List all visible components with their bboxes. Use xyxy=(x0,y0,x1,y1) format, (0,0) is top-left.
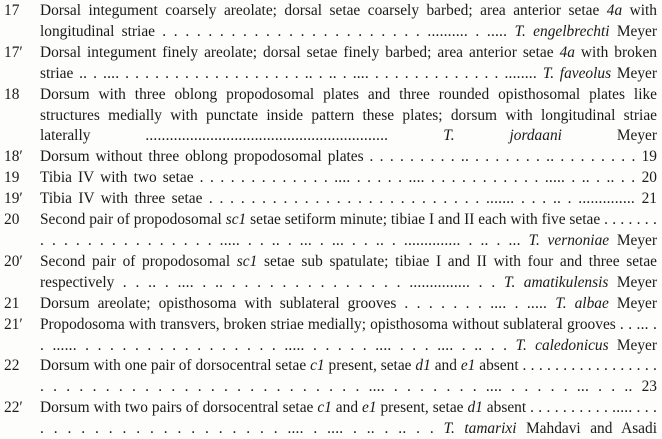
morphology-term: e1 xyxy=(460,357,476,375)
text-segment: with longitudinal striae xyxy=(40,2,657,40)
leader-dots: . . . . . . . . . . . . . . . . . . . . . . ..... . . .. . ... . ... . . .. . .............. . .. . ... xyxy=(40,211,657,249)
text-segment: Second pair of propodosomal xyxy=(40,252,237,270)
entry-text xyxy=(40,356,657,398)
author-citation: Meyer xyxy=(608,273,657,291)
author-citation: Meyer xyxy=(609,22,657,40)
couplet-reference: 23 xyxy=(641,378,657,396)
species-name: T. caledonicus xyxy=(515,336,609,354)
text-segment: Dorsum without three oblong propodosomal plates xyxy=(40,148,370,166)
couplet-reference: 19 xyxy=(641,148,657,166)
leader-dots: . . . . . . . . . . . . . . . . . . . . . . . . . . . . . . . . . . . . . . . . . . .... . . . . . . . .... . . . . . ... . . .. xyxy=(40,357,658,396)
key-entry xyxy=(4,168,657,189)
entry-text xyxy=(40,210,657,252)
leader-dots: . . . . . . . . . . . . . . . . . . . . . . . .......... . ..... xyxy=(162,22,515,40)
text-segment: Dorsal integument coarsely areolate; dorsal setae coarsely barbed; area anterior setae xyxy=(40,2,607,19)
author-citation: Meyer xyxy=(561,127,657,145)
key-list xyxy=(4,1,657,439)
species-name: T. albae xyxy=(555,294,609,312)
text-segment: setae setiform minute; tibiae I and II each with five setae xyxy=(246,211,605,229)
entry-text xyxy=(40,147,657,168)
entry-text xyxy=(40,398,657,439)
key-entry xyxy=(4,210,657,252)
key-entry xyxy=(4,252,657,294)
entry-text xyxy=(40,315,657,357)
morphology-term: 4a xyxy=(606,2,623,19)
entry-number: 18′ xyxy=(4,148,23,166)
morphology-term: sc1 xyxy=(225,211,247,229)
key-entry xyxy=(4,356,657,398)
text-segment: and xyxy=(430,357,461,375)
morphology-term: c1 xyxy=(310,357,325,375)
text-segment: Tibia IV with two setae xyxy=(40,169,200,187)
entry-text xyxy=(40,43,657,85)
leader-dots: . . . . . . . .... . ..... xyxy=(404,294,556,312)
entry-text xyxy=(40,294,657,315)
species-name: T. engelbrechti xyxy=(514,22,610,40)
key-entry xyxy=(4,189,657,210)
morphology-term: d1 xyxy=(467,399,483,417)
leader-dots: .. . .... . . . . . . . . . . . . . . . . . . .. . .. . .... . . . . . . . . . . . . . ........ xyxy=(79,64,543,82)
species-name: T. faveolus xyxy=(542,64,612,82)
morphology-term: e1 xyxy=(361,399,377,417)
text-segment: and xyxy=(331,399,362,417)
leader-dots: . . . . . . . . . .. . . . . . . . .. . . . . . . . . xyxy=(369,148,642,166)
key-entry xyxy=(4,315,657,357)
author-citation: Meyer xyxy=(608,294,657,312)
text-segment: present, setae xyxy=(376,399,468,417)
morphology-term: d1 xyxy=(415,357,431,375)
entry-number: 18 xyxy=(4,85,20,103)
author-citation: Meyer xyxy=(608,336,657,354)
leader-dots: . . .. . .... . .. . . . . . . . . . . . . . . ............... . . xyxy=(122,273,505,291)
species-name: T. vernoniae xyxy=(528,231,610,249)
text-segment: setae sub spatulate; tibiae I and II with four and three setae respectively xyxy=(40,252,657,291)
key-entry xyxy=(4,85,657,148)
key-entry xyxy=(4,147,657,168)
key-entry xyxy=(4,43,657,85)
key-entry xyxy=(4,1,657,43)
entry-number: 21′ xyxy=(4,315,23,333)
text-segment: present, setae xyxy=(324,357,416,375)
text-segment: Dorsum with one pair of dorsocentral setae xyxy=(40,357,311,375)
key-entry xyxy=(4,398,657,439)
morphology-term: 4a xyxy=(559,43,575,61)
leader-dots: . . ... . . ...... . . . . . . . . . . . . . . . . ..... . . . . . .... . . . .... . .. . . xyxy=(40,315,657,354)
couplet-reference: 20 xyxy=(641,169,657,187)
leader-dots: ............................................................ xyxy=(145,127,444,145)
text-segment: Dorsum with two pairs of dorsocentral setae xyxy=(40,399,318,417)
text-segment: Dorsum with three oblong propodosomal plates and three rounded opisthosomal plates like structures medially with punctate inside pattern these plates; dorsum with longitudinal striae laterally xyxy=(40,85,657,145)
entry-text xyxy=(40,168,657,189)
entry-text xyxy=(40,189,657,210)
author-citation: Mahdavi and Asadi xyxy=(516,420,657,438)
species-name: T. jordaani xyxy=(443,127,562,145)
text-segment: Second pair of propodosomal xyxy=(40,211,226,229)
entry-text xyxy=(40,252,657,294)
text-segment: Tibia IV with three setae xyxy=(40,190,209,208)
text-segment: Propodosoma with transvers, broken striae medially; opisthosoma without sublateral grooves xyxy=(40,315,620,333)
entry-text xyxy=(40,1,657,43)
entry-number: 22 xyxy=(4,357,20,375)
entry-number: 19 xyxy=(4,169,20,187)
entry-number: 20 xyxy=(4,211,20,229)
text-segment: absent xyxy=(482,399,531,417)
text-segment: with broken striae xyxy=(40,43,658,82)
species-name: T. tamarixi xyxy=(443,420,517,438)
entry-number: 17 xyxy=(4,2,20,19)
couplet-reference: 21 xyxy=(641,190,657,208)
leader-dots: . . . . . . . . . . . . . .... . . . . . .... . . . . . . . . . . . ..... . .. . .. . . xyxy=(199,169,642,187)
entry-number: 20′ xyxy=(4,252,23,270)
species-name: T. amatikulensis xyxy=(504,273,609,291)
entry-number: 22′ xyxy=(4,399,23,417)
leader-dots: . . . . . . . . . . ..... . . . . . . . . . . . . . . . . . . . . . .... . .... . .. . .. . . xyxy=(40,399,658,438)
entry-number: 17′ xyxy=(4,43,23,61)
author-citation: Meyer xyxy=(611,64,657,82)
text-segment: Dorsal integument finely areolate; dorsal setae finely barbed; area anterior setae xyxy=(40,43,560,61)
key-entry xyxy=(4,294,657,315)
morphology-term: sc1 xyxy=(236,252,258,270)
author-citation: Meyer xyxy=(609,231,658,249)
entry-number: 21 xyxy=(4,294,20,312)
text-segment: Dorsum areolate; opisthosoma with sublateral grooves xyxy=(40,294,405,312)
text-segment: absent xyxy=(475,357,523,375)
entry-text xyxy=(40,85,657,148)
morphology-term: c1 xyxy=(317,399,332,417)
entry-number: 19′ xyxy=(4,190,23,208)
leader-dots: . . . . . . . . . . . . . . . . . . . . . . . . . . ....... . . . .. . .............. xyxy=(208,190,642,208)
